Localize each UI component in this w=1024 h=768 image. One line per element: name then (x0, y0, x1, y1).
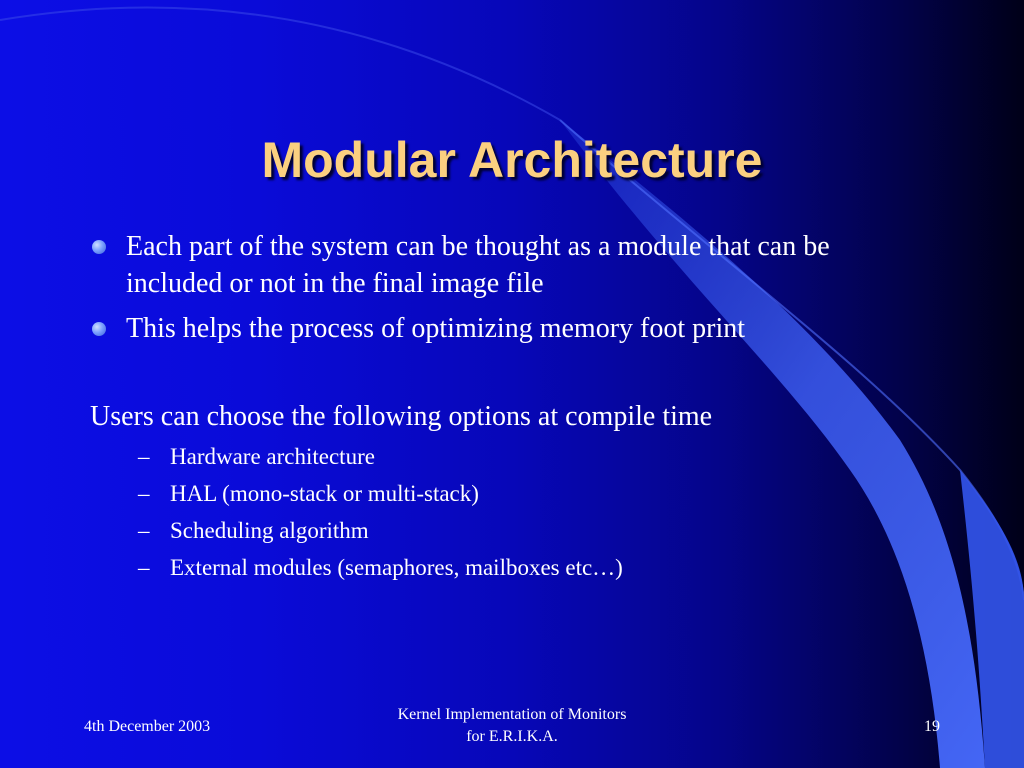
bullet-dot-icon (92, 240, 106, 254)
slide-title: Modular Architecture (261, 132, 763, 188)
bullet-item (90, 228, 910, 302)
bullet-list (90, 228, 910, 355)
bullet-dot-icon (92, 322, 106, 336)
dash-icon: – (138, 444, 150, 469)
option-text: Hardware architecture (170, 444, 375, 469)
option-text: HAL (mono-stack or multi-stack) (170, 481, 479, 506)
dash-icon: – (138, 555, 150, 580)
option-text: External modules (semaphores, mailboxes etc…) (170, 555, 623, 580)
footer-page-number: 19 (924, 718, 940, 735)
dash-icon: – (138, 518, 150, 543)
footer-presentation-title (340, 704, 684, 748)
footer-title-line1: Kernel Implementation of Monitors (397, 706, 627, 723)
option-item (138, 553, 898, 583)
options-heading: Users can choose the following options at compile time (90, 401, 713, 432)
bullet-item (90, 310, 910, 347)
dash-icon: – (138, 481, 150, 506)
option-text: Scheduling algorithm (170, 518, 369, 543)
option-item (138, 479, 898, 509)
top-arc (0, 8, 560, 121)
bullet-text: This helps the process of optimizing memory foot print (126, 313, 746, 344)
options-list (138, 442, 898, 590)
option-item (138, 516, 898, 546)
option-item (138, 442, 898, 472)
footer-title-line2: for E.R.I.K.A. (466, 728, 558, 745)
footer-date: 4th December 2003 (84, 718, 211, 735)
bullet-text: Each part of the system can be thought as a module that can be included or not in the final image file (126, 231, 830, 299)
